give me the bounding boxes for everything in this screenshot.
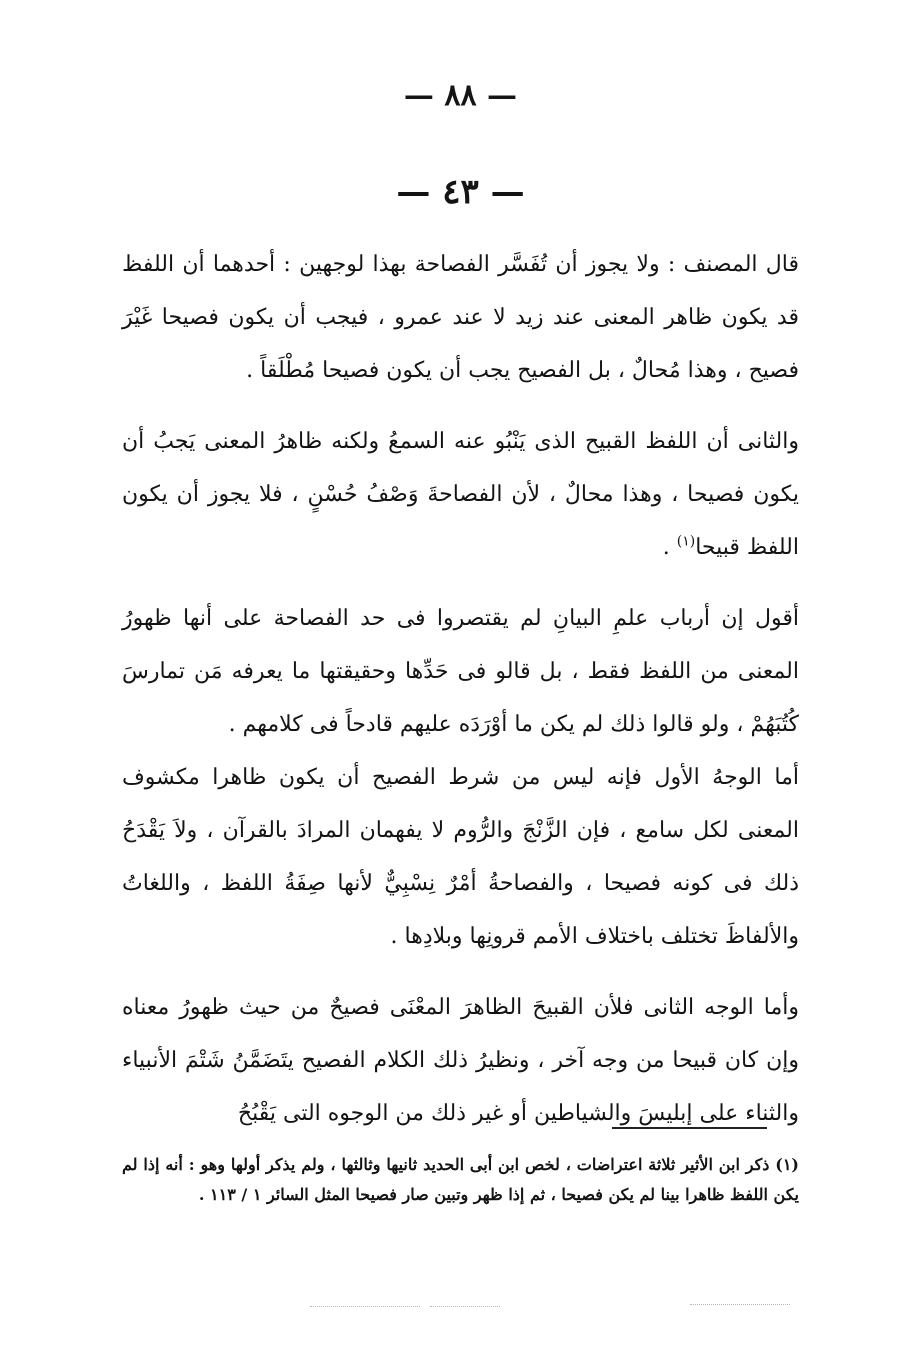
scan-artifact xyxy=(310,1306,420,1307)
paragraph-2-text: والثانى أن اللفظ القبيح الذى يَنْبُو عنه السمعُ ولكنه ظاهرُ المعنى يَجبُ أن يكون فصيحا ، وهذا محالٌ ، لأن الفصاحةَ وَصْفُ حُسْنٍ ، فلا يجوز أن يكون اللفظ قبيحا xyxy=(122,429,799,560)
paragraph-3: أقول إن أرباب علمِ البيانِ لم يقتصروا فى حد الفصاحة على أنها ظهورُ المعنى من اللفظ فقط ، بل قالو فى حَدِّها وحقيقتها ما يعرفه مَن تمارسَ كُتُبَهُمْ ، ولو قالوا ذلك لم يكن ما أوْرَدَه عليهم قادحاً فى كلامهم . xyxy=(122,606,799,737)
paragraph-4: أما الوجهُ الأول فإنه ليس من شرط الفصيح أن يكون ظاهرا مكشوف المعنى لكل سامع ، فإن الزَّنْجَ والرُّوم لا يفهمان المرادَ بالقرآن ، ولاَ يَقْدَحُ ذلك فى كونه فصيحا ، والفصاحةُ أمْرٌ نِسْبِيٌّ لأنها صِفَةُ اللفظ ، واللغاتُ والألفاظَ تختلف باختلاف الأمم قرونِها وبلادِها . xyxy=(122,765,799,949)
page-number: — ٨٨ — xyxy=(403,78,518,113)
section-number: — ٤٣ — xyxy=(396,172,525,212)
scan-artifact xyxy=(430,1306,500,1307)
paragraph-2-tail: . xyxy=(662,535,670,560)
paragraph-1: قال المصنف : ولا يجوز أن تُفَسَّر الفصاحة بهذا لوجهين : أحدهما أن اللفظ قد يكون ظاهر المعنى عند زيد لا عند عمرو ، فيجب أن يكون فصيحا غَيْرَ فصيح ، وهذا مُحالٌ ، بل الفصيح يجب أن يكون فصيحا مُطْلَقاً . xyxy=(122,252,799,383)
footnote-text: (١) ذكر ابن الأثير ثلاثة اعتراضات ، لخص ابن أبى الحديد ثانيها وثالثها ، ولم يذكر أولها وهو : أنه إذا لم يكن اللفظ ظاهرا بينا لم يكن فصيحا ، ثم إذا ظهر وتبين صار فصيحا المثل السائر ١ / ١١٣ . xyxy=(122,1155,799,1204)
footnote-reference[interactable]: (١) xyxy=(676,533,696,550)
scan-artifact xyxy=(690,1304,790,1305)
paragraph-2 xyxy=(122,415,799,574)
paragraph-5: وأما الوجه الثانى فلأن القبيحَ الظاهرَ المعْنَى فصيحٌ من حيث ظهورُ معناه وإن كان قبيحا من وجه آخر ، ونظيرُ ذلك الكلام الفصيح يتَضَمَّنُ شَتْمَ الأنبياء والثناء على إبليسَ والشياطين أو غير ذلك من الوجوه التى يَقْبُحُ xyxy=(122,995,799,1126)
footnote-divider xyxy=(612,1127,767,1129)
body-text xyxy=(122,238,799,1140)
